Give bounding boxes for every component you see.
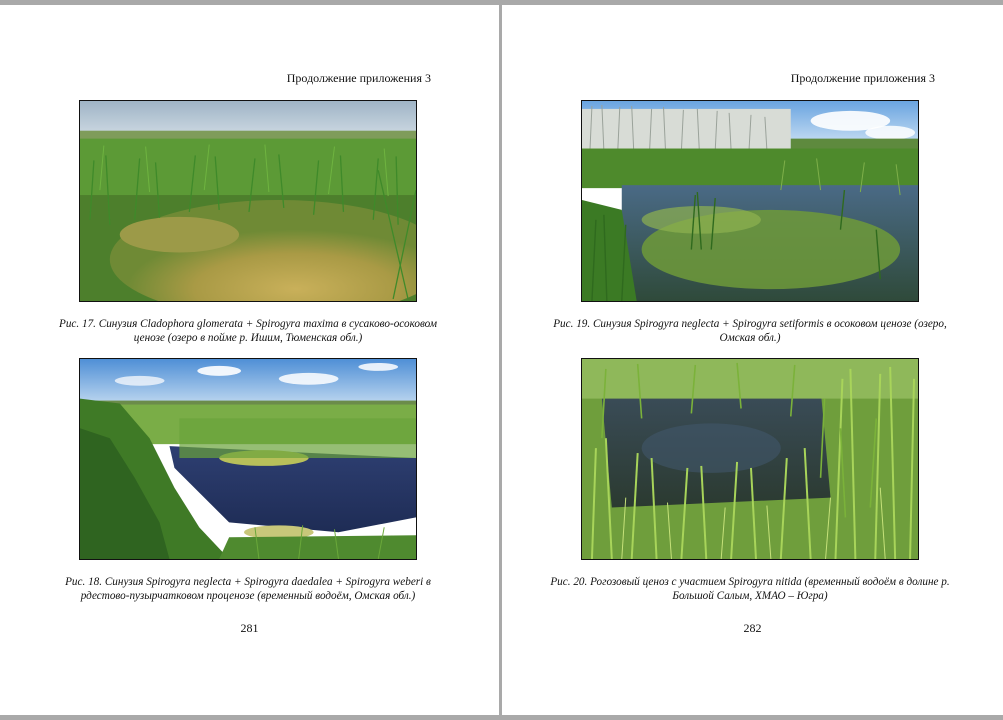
page-header: Продолжение приложения 3 bbox=[286, 71, 431, 85]
figure-caption-19: Рис. 19. Синузия Spirogyra neglecta + Spirogyra setiformis в осоковом ценозе (озеро, Омская обл.) bbox=[553, 318, 947, 344]
photo-reed-pond bbox=[581, 358, 919, 560]
figure-caption-18: Рис. 18. Синузия Spirogyra neglecta + Spirogyra daedalea + Spirogyra weberi в рдестово-пузырчатковом проценозе (временный водоём, Омская обл.) bbox=[65, 576, 431, 602]
photo-meadow-water-channel bbox=[79, 358, 417, 560]
photo-birch-bog-pond bbox=[581, 100, 919, 302]
page-number: 281 bbox=[240, 621, 259, 635]
page-header: Продолжение приложения 3 bbox=[790, 71, 935, 85]
page-281 bbox=[0, 5, 499, 715]
photo-marsh-algae-mat bbox=[79, 100, 417, 302]
page-number: 282 bbox=[743, 621, 762, 635]
page-282 bbox=[502, 5, 1003, 715]
figure-caption-17: Рис. 17. Синузия Cladophora glomerata + Spirogyra maxima в сусаково-осоковом ценозе (озеро в пойме р. Ишим, Тюменская обл.) bbox=[58, 318, 437, 344]
figure-caption-20: Рис. 20. Рогозовый ценоз с участием Spirogyra nitida (временный водоём в долине р. Большой Салым, ХМАО – Югра) bbox=[550, 576, 950, 602]
